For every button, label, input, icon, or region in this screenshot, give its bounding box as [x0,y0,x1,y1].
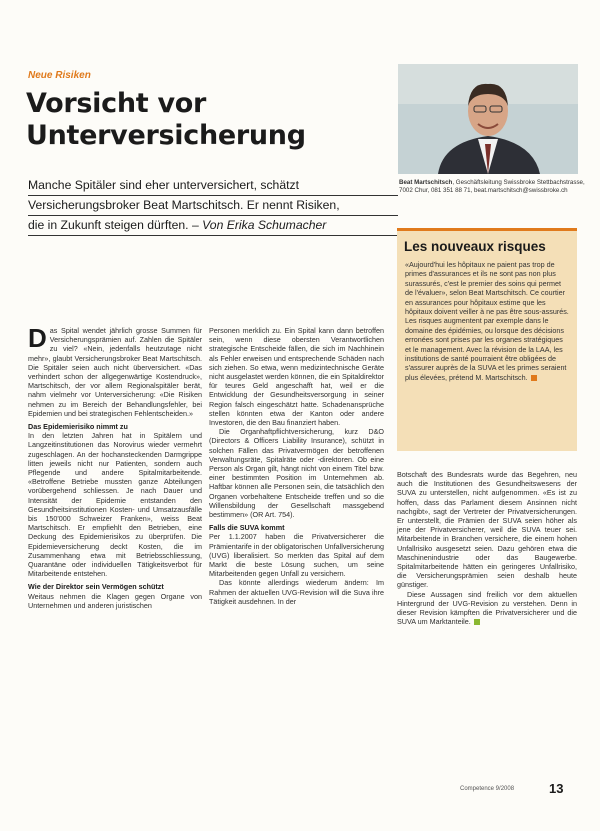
sidebar-box [397,228,577,451]
lead-line-1: Manche Spitäler sind eher unterversichert, schätzt [28,176,398,196]
page-number: 13 [549,781,564,796]
article-end-icon [474,619,480,625]
sidebar-title: Les nouveaux risques [404,239,546,254]
col2-paragraph-4: Das könnte allerdings wiederum ändern: Im Rahmen der aktuellen UVG-Revision will die Suva ihre Tätigkeit ausdehnen. In der [209,578,384,606]
caption-text: , Geschäftsleitung Swissbroke Stettbachstrasse, 7002 Chur, 081 351 88 71, beat.martschitsch@swissbroke.ch [399,179,585,194]
col1-p1-text: as Spital wendet jährlich grosse Summen für Versicherungsprämien auf. Zahlen die Spitäler zu viel? «Nein, jedenfalls heutzutage nicht mehr», glaubt Versicherungsbroker Beat Martschitsch. Die Spitäler seien auch nicht überversichert. «Das verhindert schon der allgegenwärtige Kostendruck», Martschitsch, der vor allem Regionalspitäler berät, nahm vielmehr vor Unterversicherung: «Die Risiken nehmen zu im Bereich der Behandlungsfehler, bei Epidemien und bei strategischen Fehlentscheiden.» [28,326,202,418]
author-byline: Von Erika Schumacher [202,218,327,232]
lead-line-2: Versicherungsbroker Beat Martschitsch. Er nennt Risiken, [28,196,398,216]
article-title: Vorsicht vor Unterversicherung [26,88,306,151]
subheading-suva: Falls die SUVA kommt [209,523,285,533]
article-column-3 [397,470,577,626]
article-column-1 [28,323,202,610]
end-mark-icon [531,375,537,381]
col1-paragraph-2: In den letzten Jahren hat in Spitälern und Langzeitinstitutionen das Norovirus wieder vermehrt zugeschlagen. An der hochansteckenden Darmgrippe litten jeweils nicht nur Patienten, sondern auch Pflegende und andere Spitalmitarbeitende. «Betroffene Betriebe mussten ganze Abteilungen vorübergehend schliessen. Je nach Dauer und Intensität der Epidemie entstanden den Gesundheitsinstitutionen Kosten- und Umsatzausfälle bis 150'000 Schweizer Franken», weiss Beat Martschitsch. Er empfiehlt den Betrieben, eine Deckung des Epidemierisikos zu überprüfen. Die Epidemieversicherung deckt Kosten, die im Zusammenhang etwa mit Betriebsschliessung, Quarantäne oder individuellen Tätigkeitsverbot für Mitarbeitende entstehen. [28,431,202,579]
col3-paragraph-1: Botschaft des Bundesrats wurde das Begehren, neu auch die Institutionen des Gesundheitswesens der SUVA zu unterstellen, nicht aufgenommen. «Es ist zu hoffen, dass das Parlament diesem Ansinnen nicht nachgibt», sagt der Vertreter der Privatversicherungen. Er unterstellt, die Prämien der SUVA seien höher als jene der Privatversicherer, weil die SUVA teuer sei. Mitarbeitende in Branchen versichere, die einem hohen Unfallrisiko ausgesetzt seien. Dazu gehören etwa die Maschinenindustrie oder das Baugewerbe. Spitalmitarbeitende hätten ein geringeres Unfallrisiko, die Versicherungsprämien seien deshalb heute günstiger. [397,470,577,590]
article-column-2 [209,326,384,606]
subheading-epidemic: Das Epidemierisiko nimmt zu [28,422,128,432]
col1-paragraph-1 [28,323,202,418]
section-kicker: Neue Risiken [28,70,91,81]
col2-paragraph-3: Per 1.1.2007 haben die Privatversicherer die Prämientarife in der obligatorischen Unfallversicherung (UVG) liberalisiert. So merkten das Spital auf dem Markt die beste Lösung suchen, um seine Mitarbeitenden gegen Unfall zu versichern. [209,532,384,579]
magazine-footer: Competence 9/2008 [460,786,515,792]
col3-p2-text: Diese Aussagen sind freilich vor dem aktuellen Hintergrund der UVG-Revision zu verstehen. Denn in dieser Revision kämpften die Privatversicherer und die SUVA um Marktanteile. [397,589,577,627]
sidebar-body: «Aujourd'hui les hôpitaux ne paient pas trop de primes d'assurances et ils ne sont pas non plus surassurés, c'est le premier des soins qui permet de l'évaluer», selon Beat Martschitsch. Ce courtier en assurances pour hôpitaux estime que les hôpitaux doivent veiller à ne pas être sous-assurés. Les risques augmentent par exemple dans le domaine des épidémies, ou lorsque des décisions erronées sont prises par les organes stratégiques et le management. Avec la révision de la LAA, les institutions de santé pourraient être obligées de s'assurer auprès de la SUVA et les primes seraient plus élevées, prétend M. Martschitsch. [405,260,569,382]
drop-cap: D [28,323,47,353]
lead-line-3-text: die in Zukunft steigen dürften. – [28,218,203,232]
col3-paragraph-2 [397,590,577,627]
col1-paragraph-3: Weitaus nehmen die Klagen gegen Organe von Unternehmen und anderen juristischen [28,591,202,610]
photo-caption [399,179,585,195]
article-lead [28,176,398,236]
lead-line-3 [28,216,398,236]
col2-paragraph-2: Die Organhaftpflichtversicherung, kurz D&O (Directors & Officers Liability Insurance), schützt in solchen Fällen das Privatvermögen der betroffenen Verwaltungsräte, Spitalräte oder -direktoren. Ob eine Person als Organ gilt, hängt nicht von einem Titel bzw. einer bestimmten Position im Unternehmen ab. Haftbar können alle Personen sein, die tatsächlich den Organen vorbehaltene Entscheide treffen und so die Willensbildung der Gesellschaft massgebend bestimmen» (OR Art. 754). [209,427,384,520]
portrait-photo [398,64,578,174]
sidebar-text [405,260,569,382]
caption-name: Beat Martschitsch [399,179,453,186]
col2-paragraph-1: Personen merklich zu. Ein Spital kann dann betroffen sein, wenn diese obersten Verantwortlichen strategische Entscheide fällen, die sich im Nachhinein als Fehler erweisen und entsprechende Schäden nach sich ziehen. So etwa, wenn medizintechnische Geräte nicht ausgelastet werden können, die ein Spitaldirektor für teures Geld angeschafft hat, weil er die Entwicklung der Gesundheitsversorgung in seiner Region falsch eingeschätzt hatte. Schadenansprüche stellen könnten etwa der Kanton oder andere Investoren, die den Bau finanziert haben. [209,326,384,428]
subheading-director: Wie der Direktor sein Vermögen schützt [28,582,164,592]
